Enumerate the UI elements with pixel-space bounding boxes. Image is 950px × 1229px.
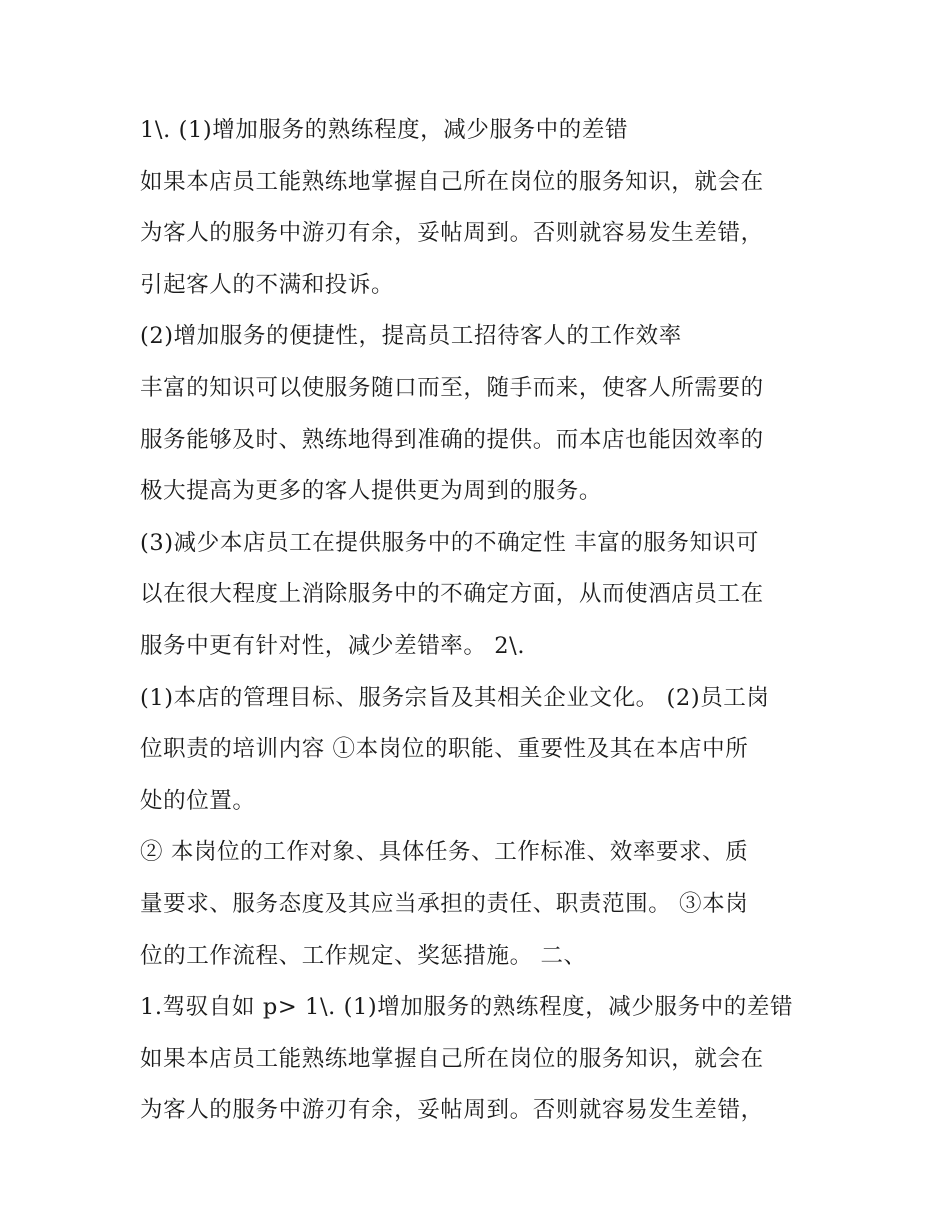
text-line: 服务能够及时、熟练地得到准确的提供。而本店也能因效率的 — [140, 426, 764, 453]
text-line: 处的位置。 — [140, 787, 256, 814]
text-line: 位职责的培训内容 ①本岗位的职能、重要性及其在本店中所 — [140, 736, 749, 763]
text-line: 引起客人的不满和投诉。 — [140, 271, 395, 298]
text-line: 1\. (1)增加服务的熟练程度，减少服务中的差错 — [140, 117, 629, 143]
document-body — [140, 108, 820, 1140]
text-line: 如果本店员工能熟练地掌握自己所在岗位的服务知识，就会在 — [140, 168, 764, 195]
text-line: (3)减少本店员工在提供服务中的不确定性 丰富的服务知识可 — [140, 529, 759, 556]
text-line: 量要求、服务态度及其应当承担的责任、职责范围。 ③本岗 — [140, 890, 749, 917]
text-line: (1)本店的管理目标、服务宗旨及其相关企业文化。 (2)员工岗 — [140, 684, 770, 711]
text-line: 如果本店员工能熟练地掌握自己所在岗位的服务知识，就会在 — [140, 1045, 764, 1072]
text-line: 为客人的服务中游刃有余，妥帖周到。否则就容易发生差错， — [140, 220, 764, 247]
text-line: ② 本岗位的工作对象、具体任务、工作标准、效率要求、质 — [140, 839, 749, 866]
text-line: 丰富的知识可以使服务随口而至，随手而来，使客人所需要的 — [140, 374, 764, 401]
text-line: 服务中更有针对性，减少差错率。 2\. — [140, 632, 526, 659]
text-line: 1.驾驭自如 p> 1\. (1)增加服务的熟练程度，减少服务中的差错 — [140, 994, 794, 1021]
text-line: 极大提高为更多的客人提供更为周到的服务。 — [140, 478, 603, 505]
text-line: 以在很大程度上消除服务中的不确定方面，从而使酒店员工在 — [140, 581, 764, 608]
text-line: (2)增加服务的便捷性，提高员工招待客人的工作效率 — [140, 323, 682, 350]
text-line: 为客人的服务中游刃有余，妥帖周到。否则就容易发生差错， — [140, 1097, 764, 1124]
text-line: 位的工作流程、工作规定、奖惩措施。 二、 — [140, 942, 587, 969]
